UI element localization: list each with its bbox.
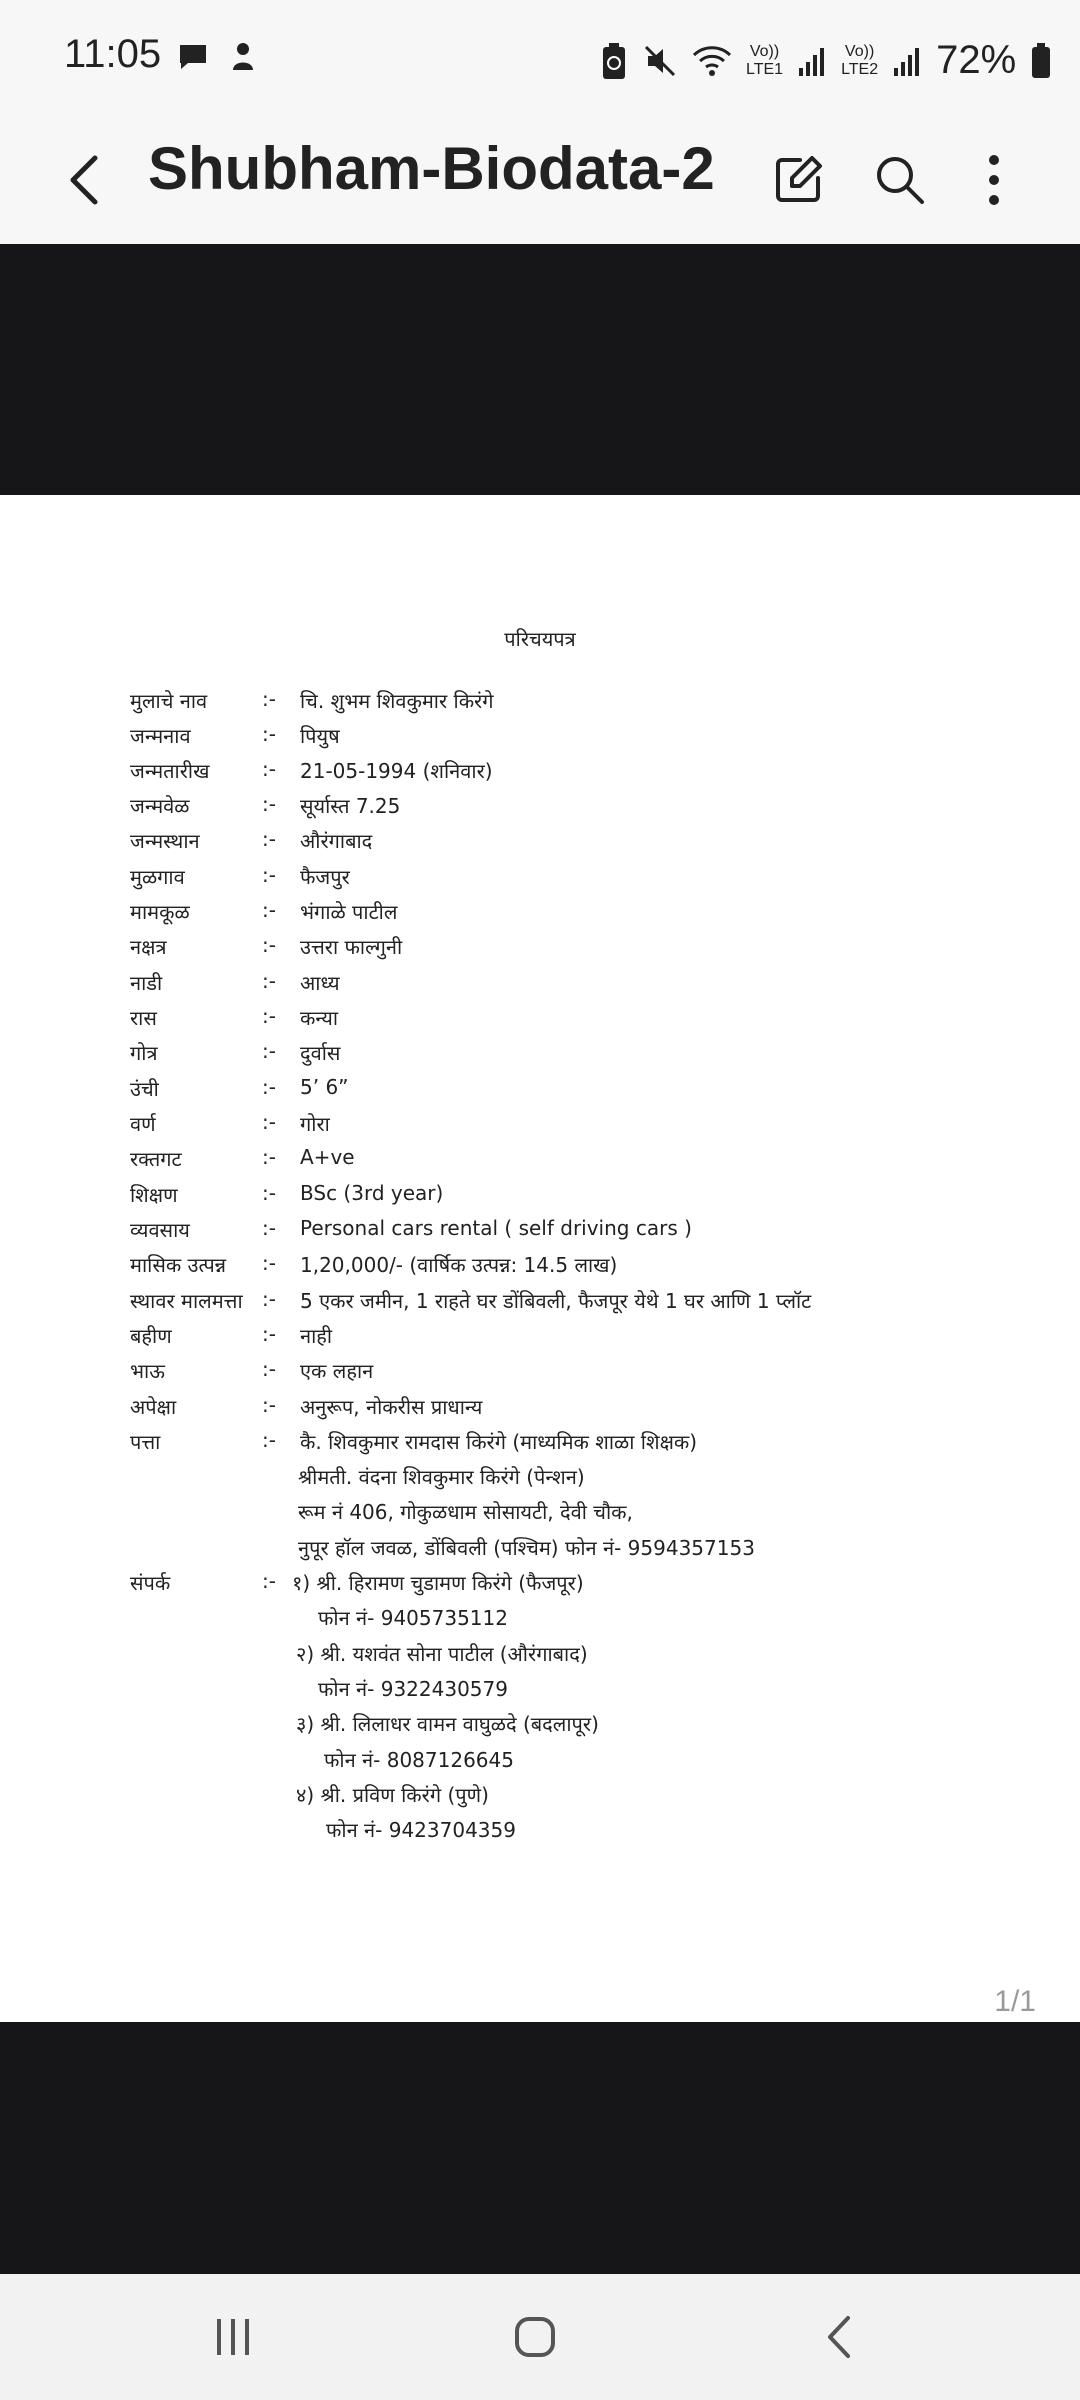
edit-icon (770, 152, 826, 208)
signal-icon (797, 44, 827, 78)
address-line: श्रीमती. वंदना शिवकुमार किरंगे (पेन्शन) (298, 1465, 585, 1489)
home-button[interactable] (492, 2294, 578, 2380)
status-bar (0, 0, 1080, 118)
info-row: जन्मवेळ :- सूर्यास्त 7.25 (130, 792, 401, 818)
info-row: अपेक्षा :- अनुरूप, नोकरीस प्राधान्य (130, 1393, 483, 1419)
info-row: स्थावर मालमत्ता :- 5 एकर जमीन, 1 राहते घर डोंबिवली, फैजपूर येथे 1 घर आणि 1 प्लॉट (130, 1287, 812, 1313)
contact-phone: फोन नं- 9322430579 (318, 1677, 508, 1701)
contact-phone: फोन नं- 9423704359 (326, 1818, 516, 1842)
info-row: वर्ण :- गोरा (130, 1110, 330, 1136)
contact-name: ४) श्री. प्रविण किरंगे (पुणे) (296, 1783, 489, 1807)
back-chevron-icon (824, 2314, 854, 2360)
battery-percent: 72% (936, 38, 1017, 82)
status-time: 11:05 (64, 32, 162, 76)
search-icon (872, 152, 928, 208)
info-row: मामकूळ :- भंगाळे पाटील (130, 898, 398, 924)
info-row: मासिक उत्पन्न :- 1,20,000/- (वार्षिक उत्पन्न: 14.5 लाख) (130, 1251, 618, 1277)
more-options-button[interactable] (964, 140, 1024, 220)
info-row: शिक्षण :- BSc (3rd year) (130, 1181, 444, 1207)
document-page[interactable] (0, 495, 1080, 2022)
address-line: नुपूर हॉल जवळ, डोंबिवली (पश्चिम) फोन नं- 9594357153 (298, 1536, 755, 1560)
home-icon (513, 2315, 557, 2359)
mute-icon (642, 43, 678, 79)
notification-icons (176, 40, 258, 74)
wifi-icon (692, 44, 732, 78)
info-row: जन्मस्थान :- औरंगाबाद (130, 827, 373, 853)
info-row: रास :- कन्या (130, 1004, 339, 1030)
info-row: गोत्र :- दुर्वास (130, 1039, 341, 1065)
viewer-background-top (0, 244, 1080, 495)
info-row: मुलाचे नाव :- चि. शुभम शिवकुमार किरंगे (130, 687, 494, 713)
info-row: नाडी :- आध्य (130, 969, 340, 995)
doc-heading: परिचयपत्र (504, 627, 576, 651)
viewer-background-bottom (0, 2022, 1080, 2274)
recent-apps-icon (211, 2315, 255, 2359)
info-row: बहीण :- नाही (130, 1322, 333, 1348)
contact-phone: फोन नं- 8087126645 (324, 1748, 514, 1772)
info-row: रक्तगट :- A+ve (130, 1145, 355, 1171)
document-title: Shubham-Biodata-2 (148, 135, 715, 202)
battery-saver-icon (600, 41, 628, 81)
contact-name: ३) श्री. लिलाधर वामन वाघुळदे (बदलापूर) (296, 1712, 599, 1736)
info-row: व्यवसाय :- Personal cars rental ( self driving cars ) (130, 1216, 692, 1242)
person-notification-icon (228, 40, 258, 74)
sim1-label: Vo)) LTE1 (746, 42, 784, 78)
signal-icon (892, 44, 922, 78)
system-icons (600, 38, 1052, 83)
contact-row: संपर्क :- १) श्री. हिरामण चुडामण किरंगे (फैजपूर) (130, 1569, 584, 1595)
address-line: रूम नं 406, गोकुळधाम सोसायटी, देवी चौक, (298, 1500, 633, 1524)
back-button[interactable] (50, 140, 120, 220)
system-back-button[interactable] (796, 2294, 882, 2380)
contact-phone: फोन नं- 9405735112 (318, 1606, 508, 1630)
edit-button[interactable] (760, 140, 836, 220)
page-indicator: 1/1 (994, 1985, 1036, 2018)
info-row: पत्ता :- कै. शिवकुमार रामदास किरंगे (माध्यमिक शाळा शिक्षक) (130, 1428, 698, 1454)
battery-icon (1030, 42, 1052, 80)
recent-apps-button[interactable] (190, 2294, 276, 2380)
info-row: मुळगाव :- फैजपुर (130, 863, 350, 889)
info-row: उंची :- 5’ 6” (130, 1075, 349, 1101)
back-arrow-icon (65, 150, 105, 210)
app-bar (0, 118, 1080, 244)
info-row: जन्मनाव :- पियुष (130, 722, 340, 748)
more-vertical-icon (984, 152, 1004, 208)
info-row: नक्षत्र :- उत्तरा फाल्गुनी (130, 933, 403, 959)
chat-notification-icon (176, 40, 210, 74)
navigation-bar (0, 2274, 1080, 2400)
sim2-label: Vo)) LTE2 (841, 42, 879, 78)
info-row: जन्मतारीख :- 21-05-1994 (शनिवार) (130, 757, 493, 783)
contact-name: २) श्री. यशवंत सोना पाटील (औरंगाबाद) (296, 1642, 588, 1666)
search-button[interactable] (862, 140, 938, 220)
info-row: भाऊ :- एक लहान (130, 1357, 374, 1383)
